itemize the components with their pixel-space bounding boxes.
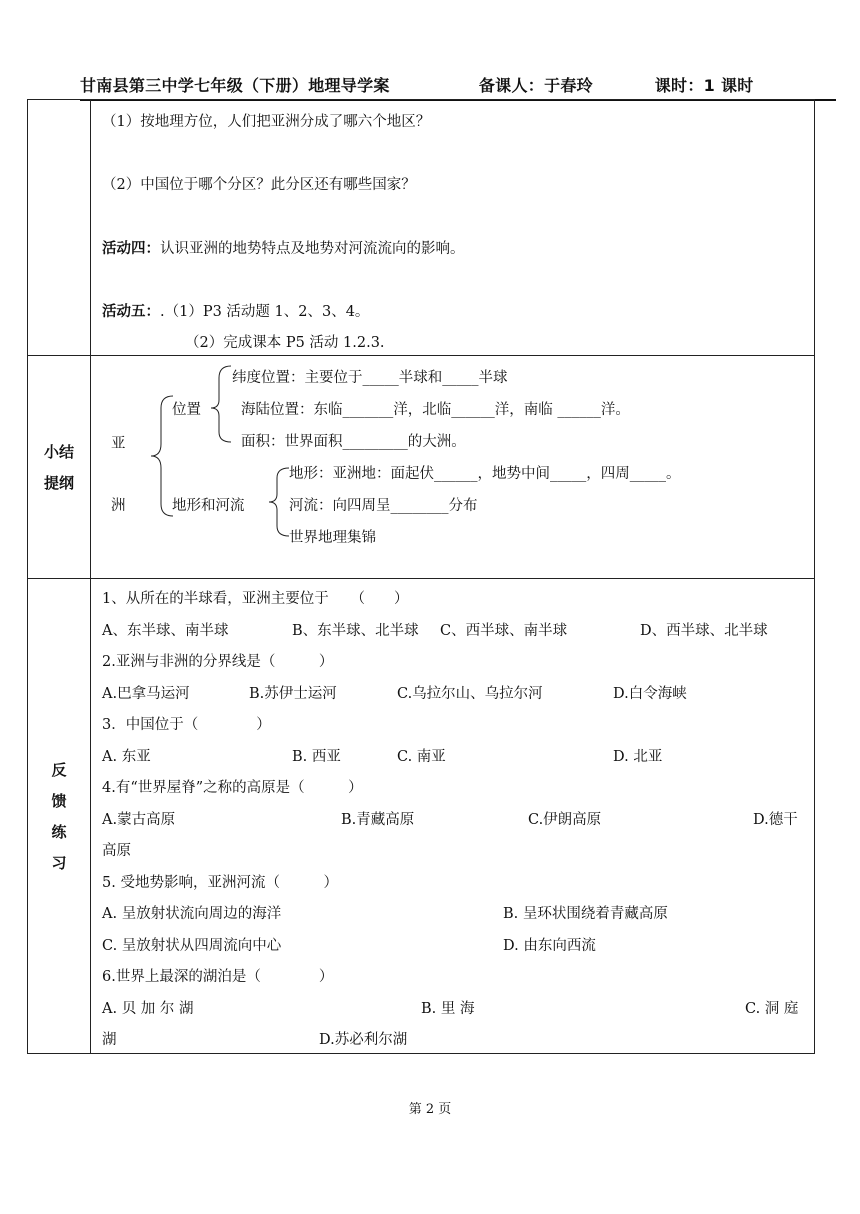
q6-stem: 6.世界上最深的湖泊是（ ） xyxy=(102,969,334,985)
q5-option-c: C. 呈放射状从四周流向中心 xyxy=(102,938,282,954)
activity-4-text: 认识亚洲的地势特点及地势对河流流向的影响。 xyxy=(160,241,465,257)
practice-label-3: 练 xyxy=(51,823,67,841)
practice-questions xyxy=(91,579,815,1054)
outline-sea-land: 海陆位置：东临_______洋，北临______洋，南临 ______洋。 xyxy=(241,402,630,418)
header-title: 甘南县第三中学七年级（下册）地理导学案 xyxy=(80,76,390,95)
summary-label-line2: 提纲 xyxy=(43,474,74,492)
outline-braces xyxy=(91,356,311,579)
activity-5 xyxy=(102,300,369,321)
outline-terrain: 地形：亚洲地：面起伏______，地势中间_____，四周_____。 xyxy=(289,466,681,482)
activity-5-text: .（1）P3 活动题 1、2、3、4。 xyxy=(160,304,370,320)
q5-stem: 5. 受地势影响，亚洲河流（ ） xyxy=(102,875,338,891)
q2-option-c: C.乌拉尔山、乌拉尔河 xyxy=(397,686,543,702)
q6-option-a: A. 贝 加 尔 湖 xyxy=(102,1001,194,1017)
outline-rivers: 河流：向四周呈________分布 xyxy=(289,498,478,514)
outline-area: 面积：世界面积_________的大洲。 xyxy=(241,434,466,450)
practice-label xyxy=(28,579,91,1054)
q4-option-b: B.青藏高原 xyxy=(341,812,415,828)
q5-option-d: D. 由东向西流 xyxy=(503,938,596,954)
outline-terrain-rivers: 地形和河流 xyxy=(172,498,245,514)
activity-5-part2: （2）完成课本 P5 活动 1.2.3. xyxy=(185,335,385,351)
activities-cell xyxy=(91,100,815,356)
activity-5-label: 活动五： xyxy=(102,304,160,320)
summary-label-line1: 小结 xyxy=(43,443,74,461)
q3-option-a: A. 东亚 xyxy=(102,749,151,765)
q3-option-d: D. 北亚 xyxy=(613,749,663,765)
summary-label xyxy=(28,356,91,579)
q4-option-d: D.德干 xyxy=(753,812,798,828)
q2-option-b: B.苏伊士运河 xyxy=(249,686,337,702)
q1-option-b: B、东半球、北半球 xyxy=(292,623,419,639)
q1-stem: 1、从所在的半球看，亚洲主要位于 （ ） xyxy=(102,591,409,607)
q5-option-a: A. 呈放射状流向周边的海洋 xyxy=(102,906,282,922)
q1-option-c: C、西半球、南半球 xyxy=(440,623,568,639)
q4-stem: 4.有“世界屋脊”之称的高原是（ ） xyxy=(102,780,363,796)
q1-option-a: A、东半球、南半球 xyxy=(102,623,229,639)
q6-option-c-wrap: 湖 xyxy=(102,1032,117,1048)
q4-option-a: A.蒙古高原 xyxy=(102,812,176,828)
outline-latitude: 纬度位置：主要位于_____半球和_____半球 xyxy=(232,370,508,386)
q2-option-a: A.巴拿马运河 xyxy=(102,686,190,702)
outline-world-collection: 世界地理集锦 xyxy=(289,530,376,546)
question-2: （2）中国位于哪个分区？此分区还有哪些国家？ xyxy=(102,177,416,193)
page-number: 第 2 页 xyxy=(408,1102,452,1117)
outline-char-zhou: 洲 xyxy=(111,498,126,514)
q2-option-d: D.白令海峡 xyxy=(613,686,687,702)
q6-option-b: B. 里 海 xyxy=(421,1001,475,1017)
header-period: 课时：1 课时 xyxy=(654,76,754,95)
outline-position: 位置 xyxy=(172,402,201,418)
q2-stem: 2.亚洲与非洲的分界线是（ ） xyxy=(102,654,334,670)
practice-label-1: 反 xyxy=(51,761,67,779)
header-preparer: 备课人：于春玲 xyxy=(478,76,593,95)
q3-option-c: C. 南亚 xyxy=(397,749,446,765)
question-1: （1）按地理方位，人们把亚洲分成了哪六个地区？ xyxy=(102,114,431,130)
practice-label-2: 馈 xyxy=(51,792,67,810)
q4-option-d-wrap: 高原 xyxy=(102,843,131,859)
page-header xyxy=(80,73,800,96)
worksheet-table xyxy=(27,99,815,1054)
q3-stem: 3．中国位于（ ） xyxy=(102,717,271,733)
q1-option-d: D、西半球、北半球 xyxy=(640,623,768,639)
outline-char-ya: 亚 xyxy=(111,436,126,452)
q4-option-c: C.伊朗高原 xyxy=(528,812,602,828)
q6-option-c: C. 洞 庭 xyxy=(745,1001,799,1017)
summary-outline xyxy=(91,356,815,579)
q5-option-b: B. 呈环状围绕着青藏高原 xyxy=(503,906,668,922)
activity-4-label: 活动四： xyxy=(102,241,160,257)
activity-4 xyxy=(102,237,465,258)
q6-option-d: D.苏必利尔湖 xyxy=(319,1032,408,1048)
q3-option-b: B. 西亚 xyxy=(292,749,341,765)
practice-label-4: 习 xyxy=(51,854,67,872)
row1-side xyxy=(28,100,91,356)
